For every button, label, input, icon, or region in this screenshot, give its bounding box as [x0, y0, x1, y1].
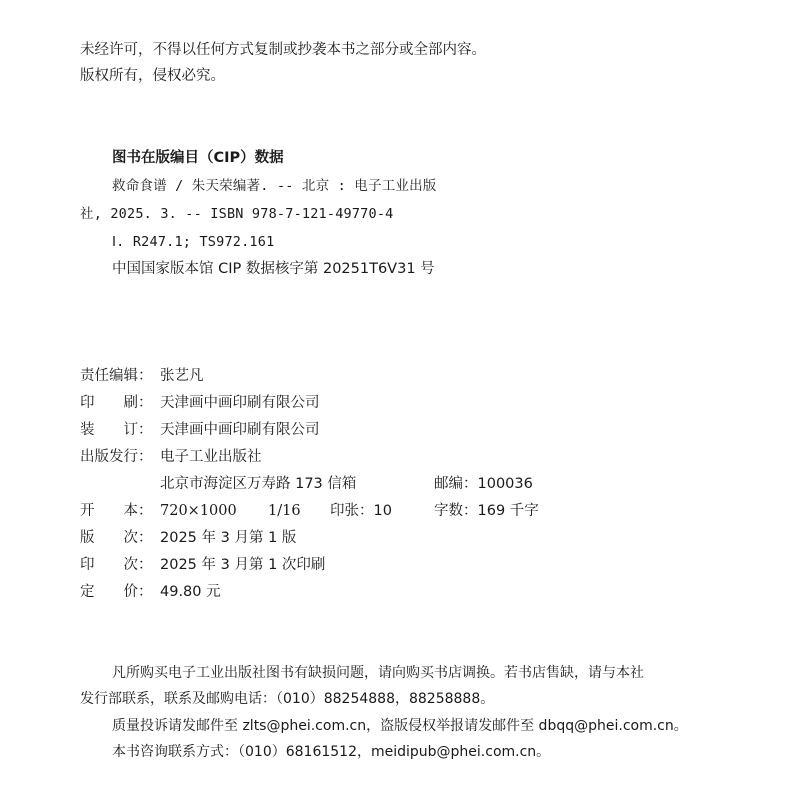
- cip-line-4: 中国国家版本馆 CIP 数据核字第 20251T6V31 号: [112, 261, 435, 277]
- cip-title: 图书在版编目（CIP）数据: [112, 150, 284, 166]
- postcode: 邮编：100036: [434, 476, 533, 492]
- notice-line-4: 本书咨询联系方式：（010）68161512，meidipub@phei.com.cn。: [112, 744, 551, 760]
- rights-reserved: 版权所有，侵权必究。: [80, 68, 225, 84]
- impression-value: 2025 年 3 月第 1 次印刷: [160, 557, 326, 573]
- notice-line-1: 凡所购买电子工业出版社图书有缺损问题，请向购买书店调换。若书店售缺，请与本社: [112, 665, 644, 681]
- format-label: 开 本：: [80, 503, 153, 519]
- editor-value: 张艺凡: [160, 368, 204, 384]
- format-fold: 1/16: [268, 503, 301, 519]
- publisher-value: 电子工业出版社: [160, 449, 262, 465]
- word-count: 字数：169 千字: [434, 503, 539, 519]
- notice-line-2: 发行部联系，联系及邮购电话：（010）88254888，88258888。: [80, 691, 495, 707]
- price-value: 49.80 元: [160, 584, 221, 600]
- cip-line-1: 救命食谱 / 朱天荣编著. -- 北京 : 电子工业出版: [112, 178, 437, 194]
- format-size: 720×1000: [160, 503, 237, 519]
- impression-label: 印 次：: [80, 557, 153, 573]
- binding-label: 装 订：: [80, 422, 153, 438]
- printed-sheets: 印张：10: [330, 503, 392, 519]
- edition-label: 版 次：: [80, 530, 153, 546]
- publisher-label: 出版发行：: [80, 449, 153, 465]
- edition-value: 2025 年 3 月第 1 版: [160, 530, 297, 546]
- copyright-notice: 未经许可，不得以任何方式复制或抄袭本书之部分或全部内容。: [80, 42, 486, 58]
- editor-label: 责任编辑：: [80, 368, 153, 384]
- cip-line-3: Ⅰ. R247.1; TS972.161: [112, 234, 275, 250]
- notice-line-3: 质量投诉请发邮件至 zlts@phei.com.cn，盗版侵权举报请发邮件至 dbqq@phei.com.cn。: [112, 718, 688, 734]
- publisher-address: 北京市海淀区万寿路 173 信箱: [160, 476, 357, 492]
- binding-value: 天津画中画印刷有限公司: [160, 422, 320, 438]
- printing-label: 印 刷：: [80, 395, 153, 411]
- price-label: 定 价：: [80, 584, 153, 600]
- printing-value: 天津画中画印刷有限公司: [160, 395, 320, 411]
- cip-line-2: 社, 2025. 3. -- ISBN 978-7-121-49770-4: [80, 206, 394, 222]
